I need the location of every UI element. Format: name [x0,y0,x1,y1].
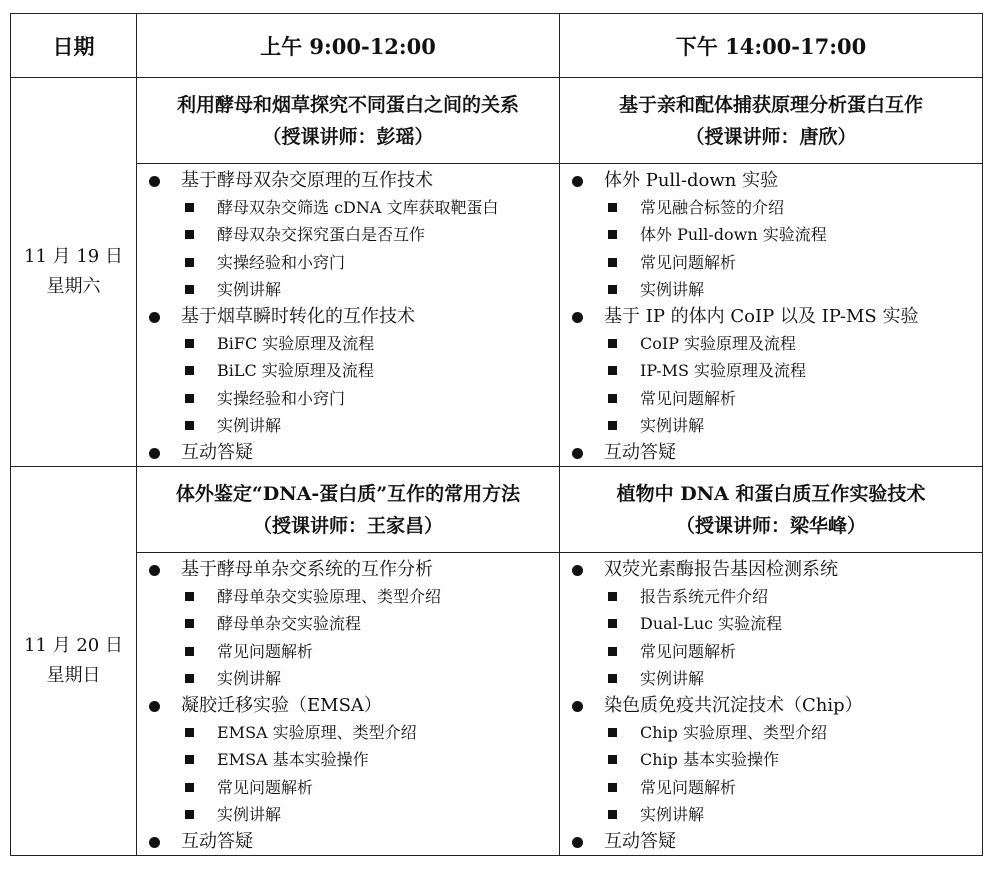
subtopic-item: EMSA 实验原理、类型介绍 [137,719,559,746]
subtopic-item: 常见问题解析 [137,638,559,665]
session-lecturer: （授课讲师：梁华峰） [675,514,866,537]
subtopic-item: 实例讲解 [137,412,559,439]
session-title-cell [560,467,983,553]
day1-date-cell [11,78,137,467]
topic-item: 互动答疑 [560,828,982,855]
header-row [11,14,983,78]
day-date: 11 月 20 日 [24,635,123,657]
topic-item: 凝胶迁移实验（EMSA） [137,692,559,719]
topic-item: 基于酵母单杂交系统的互作分析 [137,556,559,583]
session-outline-cell [560,164,983,467]
subtopic-item: 体外 Pull-down 实验流程 [560,221,982,248]
day2-date-cell [11,467,137,856]
topic-item: 双荧光素酶报告基因检测系统 [560,556,982,583]
subtopic-item: 实例讲解 [137,801,559,828]
subtopic-item: 报告系统元件介绍 [560,583,982,610]
session-title: 利用酵母和烟草探究不同蛋白之间的关系 [176,93,519,116]
subtopic-item: 实例讲解 [560,412,982,439]
day1-title-row [11,78,983,164]
subtopic-item: 实操经验和小窍门 [137,249,559,276]
subtopic-item: 实例讲解 [560,276,982,303]
subtopic-item: 常见问题解析 [560,385,982,412]
topic-item: 互动答疑 [137,439,559,466]
outline-list [137,556,559,855]
subtopic-item: IP-MS 实验原理及流程 [560,357,982,384]
subtopic-item: 实例讲解 [560,665,982,692]
session-lecturer: （授课讲师：彭瑶） [262,125,434,148]
session-outline-cell [137,553,560,856]
session-lecturer: （授课讲师：唐欣） [685,125,857,148]
header-date: 日期 [11,14,137,78]
session-outline-cell [137,164,560,467]
subtopic-item: 常见问题解析 [560,638,982,665]
subtopic-item: 酵母双杂交探究蛋白是否互作 [137,221,559,248]
day-date: 11 月 19 日 [24,246,123,268]
subtopic-item: CoIP 实验原理及流程 [560,330,982,357]
topic-item: 染色质免疫共沉淀技术（Chip） [560,692,982,719]
topic-item: 基于 IP 的体内 CoIP 以及 IP-MS 实验 [560,303,982,330]
outline-list [560,556,982,855]
subtopic-item: 酵母双杂交筛选 cDNA 文库获取靶蛋白 [137,194,559,221]
outline-list [137,167,559,466]
session-title-cell [137,467,560,553]
subtopic-item: 常见融合标签的介绍 [560,194,982,221]
subtopic-item: 酵母单杂交实验流程 [137,610,559,637]
schedule-table [10,13,983,856]
topic-item: 互动答疑 [560,439,982,466]
topic-item: 体外 Pull-down 实验 [560,167,982,194]
header-morning: 上午 9:00-12:00 [137,14,560,78]
topic-item: 互动答疑 [137,828,559,855]
day2-content-row [11,553,983,856]
subtopic-item: Chip 基本实验操作 [560,746,982,773]
subtopic-item: Dual-Luc 实验流程 [560,610,982,637]
subtopic-item: Chip 实验原理、类型介绍 [560,719,982,746]
day-weekday: 星期日 [46,665,101,687]
day2-title-row [11,467,983,553]
session-outline-cell [560,553,983,856]
session-title: 植物中 DNA 和蛋白质互作实验技术 [616,482,926,505]
subtopic-item: 实操经验和小窍门 [137,385,559,412]
subtopic-item: 酵母单杂交实验原理、类型介绍 [137,583,559,610]
subtopic-item: 常见问题解析 [137,774,559,801]
day1-content-row [11,164,983,467]
subtopic-item: BiLC 实验原理及流程 [137,357,559,384]
subtopic-item: EMSA 基本实验操作 [137,746,559,773]
header-afternoon: 下午 14:00-17:00 [560,14,983,78]
subtopic-item: 常见问题解析 [560,249,982,276]
topic-item: 基于烟草瞬时转化的互作技术 [137,303,559,330]
subtopic-item: BiFC 实验原理及流程 [137,330,559,357]
subtopic-item: 常见问题解析 [560,774,982,801]
session-title-cell [137,78,560,164]
outline-list [560,167,982,466]
subtopic-item: 实例讲解 [137,276,559,303]
session-title-cell [560,78,983,164]
topic-item: 基于酵母双杂交原理的互作技术 [137,167,559,194]
subtopic-item: 实例讲解 [137,665,559,692]
session-title: 体外鉴定“DNA-蛋白质”互作的常用方法 [175,482,521,505]
day-weekday: 星期六 [46,276,101,298]
subtopic-item: 实例讲解 [560,801,982,828]
session-lecturer: （授课讲师：王家昌） [252,514,443,537]
session-title: 基于亲和配体捕获原理分析蛋白互作 [618,93,923,116]
